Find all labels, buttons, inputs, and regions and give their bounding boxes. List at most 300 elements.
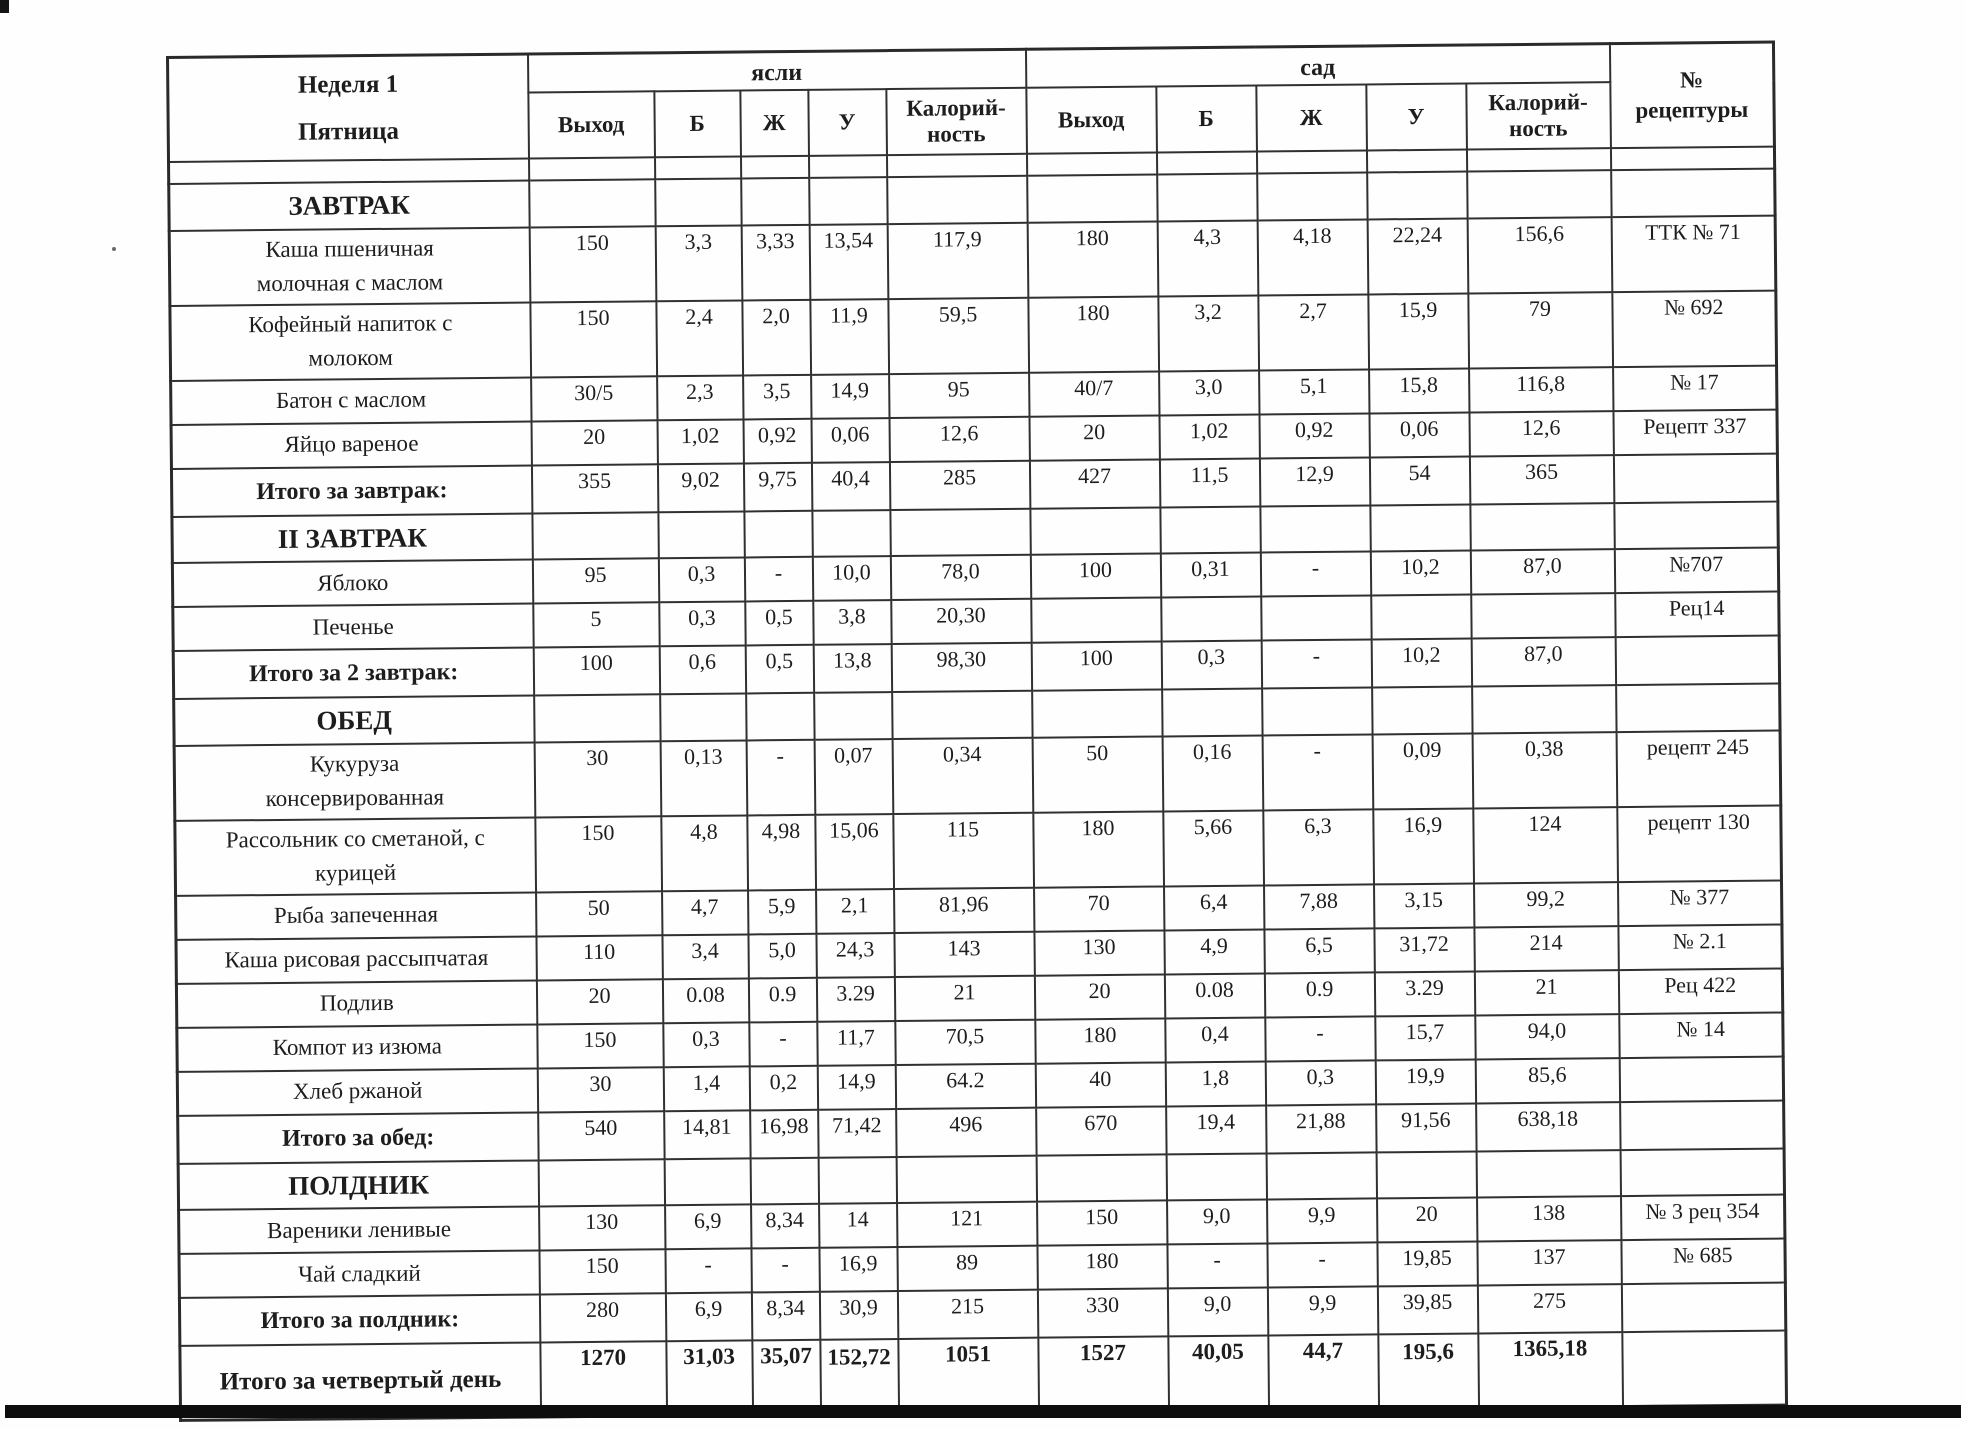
sad-vykhod-cell: 1527 (1038, 1336, 1169, 1412)
sad-u-cell (1366, 150, 1466, 173)
recipe-cell: № 377 (1618, 880, 1782, 926)
sad-u-cell (1376, 1151, 1476, 1198)
recipe-cell (1621, 1283, 1785, 1333)
dish-name-cell: Рыба запеченная (176, 892, 536, 939)
sad-vykhod-cell: 40 (1035, 1062, 1165, 1107)
recipe-cell (1613, 453, 1777, 503)
sad-protein-header: Б (1156, 86, 1257, 153)
yasli-u-cell (814, 692, 892, 739)
recipe-number-header: № рецептуры (1609, 42, 1774, 148)
yasli-vykhod-cell (532, 512, 658, 560)
sad-kcal-cell (1476, 1150, 1620, 1198)
yasli-zh-cell: 3,5 (743, 374, 811, 419)
dish-name-cell: Кукуруза консервированная (174, 742, 535, 820)
sad-u-cell: 19,9 (1375, 1059, 1475, 1104)
sad-b-cell: 3,2 (1158, 295, 1259, 371)
dish-name-cell: Чай сладкий (179, 1250, 539, 1297)
yasli-b-cell: 0,3 (658, 557, 744, 602)
yasli-vykhod-cell (529, 157, 655, 180)
sad-b-cell: 0,16 (1162, 735, 1263, 811)
yasli-vykhod-cell: 540 (538, 1111, 664, 1160)
sad-zh-cell: 9,9 (1267, 1286, 1377, 1335)
sad-kcal-cell: 138 (1477, 1196, 1621, 1241)
sad-u-cell: 22,24 (1367, 218, 1468, 294)
sad-b-cell: 40,05 (1168, 1335, 1269, 1410)
sad-kcal-cell (1467, 170, 1611, 218)
recipe-cell (1620, 1148, 1784, 1196)
yasli-b-cell: 0,3 (659, 601, 745, 646)
yasli-u-cell: 71,42 (818, 1109, 896, 1158)
yasli-protein-header: Б (654, 90, 741, 157)
yasli-zh-cell: - (749, 1021, 817, 1066)
yasli-carb-header: У (808, 89, 887, 156)
sad-kcal-cell: 156,6 (1467, 217, 1612, 293)
yasli-u-cell: 15,06 (815, 814, 894, 890)
sad-vykhod-cell: 330 (1037, 1288, 1167, 1337)
yasli-u-cell: 24,3 (816, 933, 894, 978)
recipe-cell: Рец 422 (1618, 968, 1782, 1014)
yasli-b-cell: 0,3 (663, 1022, 749, 1067)
yasli-kcal-cell: 115 (893, 812, 1034, 888)
sad-u-cell: 54 (1369, 456, 1469, 505)
sad-kcal-cell: 85,6 (1475, 1058, 1619, 1103)
sad-vykhod-cell: 180 (1027, 221, 1158, 297)
sad-vykhod-cell: 150 (1037, 1200, 1167, 1245)
section-label-cell: ЗАВТРАК (169, 181, 529, 231)
menu-nutrition-table (166, 41, 1788, 1422)
yasli-kcal-cell: 78,0 (890, 555, 1030, 600)
yasli-u-cell: 40,4 (811, 462, 889, 511)
yasli-b-cell: 14,81 (664, 1110, 750, 1159)
sad-kcal-cell: 21 (1474, 970, 1618, 1015)
yasli-u-cell (809, 177, 887, 224)
scan-artifact-speck (112, 247, 116, 251)
recipe-cell: № 692 (1612, 290, 1777, 367)
yasli-b-cell: 3,4 (662, 934, 748, 979)
sad-b-cell (1160, 506, 1260, 553)
yasli-kcal-cell: 95 (889, 372, 1029, 417)
sad-zh-cell: - (1262, 734, 1373, 810)
sad-calories-header: Калорий- ность (1466, 82, 1611, 149)
yasli-zh-cell: 4,98 (747, 814, 816, 890)
yasli-vykhod-cell: 150 (539, 1249, 665, 1294)
sad-fat-header: Ж (1256, 84, 1367, 151)
yasli-u-cell: 3.29 (816, 977, 894, 1022)
sad-zh-cell: 6,5 (1264, 928, 1374, 973)
sad-vykhod-cell: 20 (1029, 415, 1159, 460)
sad-kcal-cell: 137 (1477, 1240, 1621, 1285)
yasli-zh-cell: 0,2 (749, 1065, 817, 1110)
recipe-cell: Рец14 (1615, 592, 1779, 638)
sad-kcal-cell: 99,2 (1473, 882, 1617, 927)
yasli-b-cell: 4,8 (661, 815, 748, 891)
yasli-u-cell: 13,54 (809, 224, 888, 300)
yasli-kcal-cell (887, 176, 1027, 224)
total-label-cell: Итого за обед: (178, 1112, 538, 1163)
yasli-calories-header: Калорий- ность (886, 88, 1027, 155)
sad-u-cell: 20 (1377, 1197, 1477, 1242)
yasli-vykhod-cell: 280 (539, 1293, 665, 1342)
sad-kcal-cell: 94,0 (1475, 1014, 1619, 1059)
recipe-cell: № 14 (1619, 1012, 1783, 1058)
sad-kcal-cell: 12,6 (1469, 411, 1613, 456)
scan-artifact-corner (0, 0, 9, 13)
sad-zh-cell (1260, 505, 1370, 553)
sad-kcal-cell: 638,18 (1476, 1102, 1620, 1151)
sad-vykhod-cell (1027, 174, 1157, 222)
sad-b-cell (1156, 152, 1256, 175)
sad-vykhod-cell: 20 (1034, 974, 1164, 1019)
yasli-u-cell: 10,0 (812, 556, 890, 601)
yasli-u-cell: 14,9 (811, 374, 889, 419)
sad-zh-cell: 9,9 (1267, 1198, 1377, 1243)
yasli-kcal-cell: 143 (894, 931, 1034, 976)
yasli-vykhod-cell: 150 (530, 301, 657, 377)
sad-u-cell: 15,8 (1369, 368, 1469, 413)
sad-b-cell: 5,66 (1163, 810, 1264, 886)
dish-name-cell: Яйцо вареное (171, 421, 531, 468)
yasli-vykhod-cell (529, 179, 655, 227)
total-label-cell: Итого за 2 завтрак: (173, 648, 533, 699)
sad-kcal-cell (1466, 148, 1610, 171)
sad-b-cell: 0,4 (1165, 1017, 1265, 1062)
yasli-kcal-cell (886, 154, 1026, 177)
sad-b-cell: 4,9 (1164, 929, 1264, 974)
sad-kcal-cell: 116,8 (1469, 367, 1613, 412)
yasli-u-cell: 14,9 (817, 1065, 895, 1110)
sad-kcal-cell: 365 (1469, 455, 1613, 504)
sad-u-cell: 91,56 (1376, 1103, 1476, 1152)
sad-b-cell: 0.08 (1164, 973, 1264, 1018)
yasli-vykhod-cell: 30/5 (531, 376, 657, 421)
yasli-kcal-cell: 0,34 (892, 737, 1033, 813)
yasli-b-cell: 2,3 (657, 375, 743, 420)
sad-vykhod-cell: 100 (1031, 641, 1161, 690)
sad-kcal-cell: 79 (1468, 292, 1613, 368)
yasli-u-cell: 16,9 (819, 1247, 897, 1292)
yasli-u-cell: 0,07 (814, 739, 893, 815)
section-label-cell: II ЗАВТРАК (172, 513, 532, 563)
yasli-zh-cell: 0.9 (748, 977, 816, 1022)
recipe-cell (1620, 1100, 1784, 1150)
yasli-kcal-cell: 64.2 (895, 1063, 1035, 1108)
yasli-b-cell: 6,9 (665, 1204, 751, 1249)
yasli-zh-cell (740, 156, 808, 179)
sad-b-cell: 0,31 (1160, 553, 1260, 598)
sad-u-cell (1372, 686, 1472, 733)
yasli-zh-cell: 9,75 (743, 462, 811, 511)
recipe-cell: ТТК № 71 (1611, 215, 1776, 292)
sad-kcal-cell: 0,38 (1472, 732, 1617, 808)
yasli-b-cell: 3,3 (655, 225, 742, 301)
recipe-cell: № 2.1 (1618, 924, 1782, 970)
yasli-zh-cell (744, 510, 812, 557)
yasli-zh-cell: 16,98 (750, 1109, 818, 1158)
sad-zh-cell: 21,88 (1266, 1104, 1376, 1153)
yasli-kcal-cell: 285 (889, 460, 1029, 509)
yasli-b-cell (664, 1158, 750, 1205)
sad-b-cell: 9,0 (1167, 1287, 1267, 1336)
yasli-vykhod-cell: 150 (529, 226, 656, 302)
sad-b-cell: 11,5 (1159, 458, 1259, 507)
yasli-kcal-cell: 117,9 (887, 222, 1028, 298)
yasli-kcal-cell: 496 (896, 1107, 1036, 1156)
total-label-cell: Итого за четвертый день (180, 1342, 541, 1420)
sad-u-cell (1367, 172, 1467, 219)
table-body (169, 147, 1787, 1421)
sad-u-cell: 15,9 (1368, 293, 1469, 369)
sad-zh-cell: - (1261, 639, 1371, 688)
yasli-vykhod-cell: 130 (539, 1205, 665, 1250)
yasli-u-cell (820, 1339, 899, 1414)
sad-vykhod-cell: 180 (1035, 1018, 1165, 1063)
recipe-cell: №707 (1614, 548, 1778, 594)
recipe-cell: № 17 (1613, 365, 1777, 411)
yasli-vykhod-cell: 5 (533, 602, 659, 647)
sad-vykhod-cell: 180 (1037, 1244, 1167, 1289)
week-day-cell (168, 54, 529, 162)
yasli-b-cell (654, 156, 740, 179)
yasli-kcal-cell: 121 (897, 1202, 1037, 1247)
yasli-vykhod-cell: 110 (536, 935, 662, 980)
sad-zh-cell (1257, 172, 1367, 220)
yasli-zh-cell: - (746, 739, 815, 815)
yasli-zh-cell: 8,34 (751, 1292, 819, 1341)
yasli-kcal-cell: 215 (897, 1290, 1037, 1339)
yasli-zh-cell: - (744, 557, 812, 602)
sad-b-cell: 1,02 (1159, 414, 1259, 459)
yasli-zh-cell: 0,92 (743, 418, 811, 463)
sad-kcal-cell: 124 (1473, 807, 1618, 883)
yasli-u-cell (812, 510, 890, 557)
day-label: Пятница (297, 117, 400, 146)
sad-vykhod-header: Выход (1026, 86, 1157, 153)
sad-vykhod-cell: 180 (1033, 811, 1164, 887)
yasli-b-cell (658, 511, 744, 558)
recipe-cell (1611, 169, 1775, 217)
recipe-cell: рецепт 245 (1616, 730, 1781, 807)
yasli-zh-cell: 8,34 (751, 1204, 819, 1249)
yasli-vykhod-cell: 150 (535, 816, 662, 892)
yasli-zh-cell (750, 1157, 818, 1204)
yasli-vykhod-cell: 20 (536, 979, 662, 1024)
yasli-kcal-cell: 1051 (898, 1338, 1039, 1414)
yasli-b-cell: 0,13 (660, 740, 747, 816)
sad-vykhod-cell: 180 (1028, 296, 1159, 372)
yasli-zh-cell: 0,5 (745, 645, 813, 694)
recipe-cell (1614, 501, 1778, 549)
yasli-kcal-cell: 12,6 (889, 416, 1029, 461)
yasli-b-cell (655, 178, 741, 225)
sad-zh-cell: 4,18 (1257, 219, 1368, 295)
yasli-u-cell: 11,9 (810, 299, 889, 375)
sad-zh-cell (1266, 1152, 1376, 1200)
sad-kcal-cell (1471, 593, 1615, 638)
sad-zh-cell: 12,9 (1259, 457, 1369, 506)
sad-zh-cell: 0,3 (1265, 1060, 1375, 1105)
yasli-u-cell: 2,1 (816, 889, 894, 934)
sad-zh-cell (1262, 687, 1372, 735)
sad-vykhod-cell: 70 (1034, 886, 1164, 931)
sad-b-cell: 0,3 (1161, 641, 1261, 690)
total-label-cell: Итого за завтрак: (171, 465, 531, 516)
yasli-kcal-cell: 59,5 (888, 297, 1029, 373)
sad-u-cell: 3.29 (1374, 971, 1474, 1016)
dish-name-cell: Вареники ленивые (179, 1206, 539, 1253)
yasli-b-cell: 2,4 (656, 300, 743, 376)
yasli-zh-cell: 3,33 (741, 224, 810, 300)
yasli-fat-header: Ж (740, 90, 809, 157)
sad-zh-cell: - (1267, 1242, 1377, 1287)
sad-kcal-cell: 1365,18 (1478, 1332, 1623, 1408)
sad-vykhod-cell (1030, 507, 1160, 555)
sad-kcal-cell: 214 (1474, 926, 1618, 971)
yasli-zh-cell: 0,5 (745, 601, 813, 646)
sad-u-cell: 19,85 (1377, 1241, 1477, 1286)
yasli-vykhod-cell: 20 (531, 420, 657, 465)
yasli-b-cell: 0,6 (659, 645, 745, 694)
menu-table-wrap (166, 41, 1789, 1422)
sad-u-cell: 15,7 (1375, 1015, 1475, 1060)
scan-artifact-bar (5, 1405, 1961, 1418)
week-label: Неделя 1 (297, 70, 399, 99)
yasli-vykhod-cell (534, 694, 660, 742)
sad-u-cell: 0,06 (1369, 412, 1469, 457)
yasli-kcal-cell: 21 (894, 975, 1034, 1020)
yasli-vykhod-header: Выход (528, 91, 655, 158)
yasli-vykhod-cell (538, 1159, 664, 1207)
sad-zh-cell: 44,7 (1268, 1334, 1379, 1410)
sad-b-cell: - (1167, 1243, 1267, 1288)
sad-b-cell (1162, 689, 1262, 736)
yasli-zh-cell: 35,07 (752, 1340, 821, 1415)
sad-zh-cell: 0.9 (1264, 972, 1374, 1017)
sad-vykhod-cell (1031, 597, 1161, 642)
yasli-zh-cell: - (751, 1248, 819, 1293)
yasli-kcal-cell (892, 691, 1032, 739)
yasli-u-cell: 13,8 (813, 644, 891, 693)
sad-kcal-cell: 87,0 (1471, 637, 1615, 686)
sad-u-cell: 10,2 (1370, 551, 1470, 596)
yasli-zh-cell (746, 693, 814, 740)
sad-carb-header: У (1366, 84, 1467, 151)
yasli-vykhod-cell: 355 (531, 464, 657, 513)
sad-u-cell: 16,9 (1373, 808, 1474, 884)
sad-b-cell (1166, 1153, 1266, 1200)
sad-u-cell: 10,2 (1371, 638, 1471, 687)
sad-zh-cell: 5,1 (1259, 369, 1369, 414)
dish-name-cell: Рассольник со сметаной, с курицей (175, 817, 536, 895)
yasli-u-cell: 0,06 (811, 418, 889, 463)
sad-kcal-cell: 87,0 (1470, 549, 1614, 594)
sad-vykhod-cell: 670 (1036, 1106, 1166, 1155)
recipe-cell (1619, 1056, 1783, 1102)
yasli-zh-cell: 2,0 (742, 299, 811, 375)
dish-name-cell: Подлив (176, 980, 536, 1027)
yasli-u-cell (818, 1157, 896, 1204)
yasli-b-cell: 4,7 (662, 890, 748, 935)
yasli-vykhod-cell: 50 (536, 891, 662, 936)
sad-zh-cell (1261, 595, 1371, 640)
sad-b-cell: 9,0 (1167, 1199, 1267, 1244)
yasli-u-cell: 14 (819, 1203, 897, 1248)
yasli-vykhod-cell: 30 (534, 741, 661, 817)
yasli-b-cell (660, 693, 746, 740)
yasli-b-cell: 9,02 (657, 463, 743, 512)
sad-b-cell: 4,3 (1157, 220, 1258, 296)
recipe-cell: Рецепт 337 (1613, 409, 1777, 455)
dish-name-cell: Каша пшеничная молочная с маслом (169, 227, 530, 305)
yasli-kcal-cell: 70,5 (895, 1019, 1035, 1064)
sad-b-cell: 1,8 (1165, 1061, 1265, 1106)
sad-u-cell (1378, 1333, 1479, 1408)
dish-name-cell: Батон с маслом (171, 377, 531, 424)
sad-u-cell: 39,85 (1377, 1285, 1477, 1334)
recipe-cell (1616, 684, 1780, 732)
table-header (168, 42, 1775, 162)
yasli-kcal-cell (890, 508, 1030, 556)
sad-vykhod-cell (1026, 152, 1156, 175)
yasli-kcal-cell: 81,96 (894, 887, 1034, 932)
sad-b-cell (1157, 174, 1257, 221)
yasli-b-cell: 1,02 (657, 419, 743, 464)
sad-vykhod-cell (1036, 1154, 1166, 1202)
sad-zh-cell: - (1260, 551, 1370, 596)
grand-total-carb-value: 195,6 (1401, 1338, 1454, 1365)
sad-vykhod-cell: 100 (1030, 553, 1160, 598)
dish-name-cell: Компот из изюма (177, 1024, 537, 1071)
recipe-cell (1622, 1331, 1787, 1407)
sad-kcal-cell: 275 (1477, 1284, 1621, 1333)
dish-name-cell: Каша рисовая рассыпчатая (176, 936, 536, 983)
yasli-b-cell: 1,4 (663, 1066, 749, 1111)
yasli-vykhod-cell: 100 (533, 646, 659, 695)
sad-b-cell: 3,0 (1159, 370, 1259, 415)
yasli-b-cell: 31,03 (666, 1340, 753, 1415)
sad-zh-cell: 0,92 (1259, 413, 1369, 458)
sad-b-cell: 6,4 (1164, 885, 1264, 930)
sad-u-cell: 3,15 (1374, 883, 1474, 928)
yasli-zh-cell (741, 178, 809, 225)
dish-name-cell: Кофейный напиток с молоком (170, 302, 531, 380)
dish-name-cell: Яблоко (172, 560, 532, 607)
sad-zh-cell: - (1265, 1016, 1375, 1061)
group-header-sad: сад (1025, 44, 1609, 88)
sad-kcal-cell (1472, 685, 1616, 733)
section-label-cell: ОБЕД (174, 696, 534, 746)
sad-u-cell (1371, 595, 1471, 640)
yasli-b-cell: 0.08 (662, 978, 748, 1023)
yasli-vykhod-cell: 30 (537, 1067, 663, 1112)
grand-total-carb-value: 152,72 (827, 1344, 891, 1370)
yasli-kcal-cell: 20,30 (891, 599, 1031, 644)
dish-name-cell: Хлеб ржаной (177, 1068, 537, 1115)
sad-vykhod-cell: 427 (1029, 459, 1159, 508)
sad-zh-cell (1256, 150, 1366, 173)
yasli-u-cell: 11,7 (817, 1021, 895, 1066)
sad-b-cell (1161, 597, 1261, 642)
recipe-cell: № 685 (1621, 1239, 1785, 1285)
sad-zh-cell: 2,7 (1258, 294, 1369, 370)
yasli-vykhod-cell: 1270 (540, 1341, 667, 1417)
yasli-b-cell: 6,9 (665, 1292, 751, 1341)
sad-vykhod-cell: 40/7 (1029, 371, 1159, 416)
section-label-cell: ПОЛДНИК (178, 1160, 538, 1210)
sad-u-cell (1370, 504, 1470, 551)
sad-vykhod-cell: 130 (1034, 930, 1164, 975)
sad-vykhod-cell (1032, 689, 1162, 737)
total-label-cell: Итого за полдник: (179, 1294, 539, 1345)
